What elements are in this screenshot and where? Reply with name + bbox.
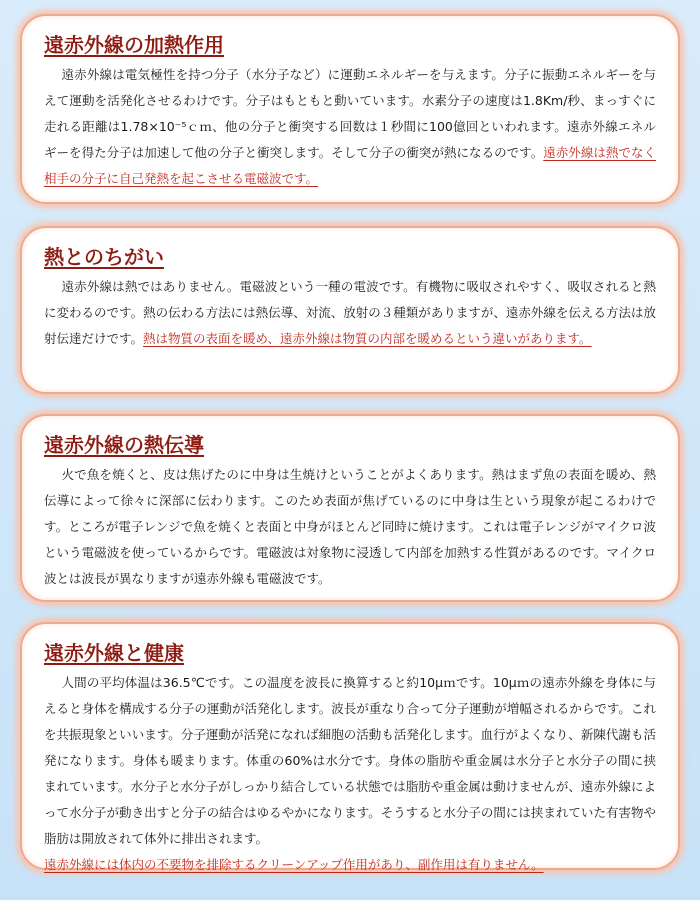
section-title: 遠赤外線の加熱作用 [44, 33, 224, 57]
section-conclusion [44, 852, 656, 878]
highlight-text: 熱は物質の表面を暖め、遠赤外線は物質の内部を暖めるという違いがあります。 [143, 331, 592, 346]
highlight-text: 遠赤外線には体内の不要物を排除するクリーンアップ作用があり、副作用は有りません。 [44, 857, 544, 872]
section-title: 遠赤外線と健康 [44, 641, 184, 665]
section-health [20, 622, 680, 870]
section-title: 熱とのちがい [44, 245, 164, 269]
section-difference-from-heat [20, 226, 680, 394]
section-heat-conduction [20, 414, 680, 602]
body-text: 人間の平均体温は36.5℃です。この温度を波長に換算すると約10μｍです。10μｍの遠赤外線を身体に与えると身体を構成する分子の運動が活発化します。波長が重なり合って分子運動が増幅されるからです。これを共振現象といいます。分子運動が活発になれば細胞の活動も活発化します。血行がよくなり、新陳代謝も活発になります。身体も暖まります。体重の60%は水分です。身体の脂肪や重金属は水分子と水分子の間に挟まれています。水分子と水分子がしっかり結合している状態では脂肪や重金属は動けませんが、遠赤外線によって水分子が動き出すと分子の結合はゆるやかになります。そうすると水分子の間には挟まれていた有害物や脂肪は開放されて体外に排出されます。 [44, 675, 656, 846]
section-body [44, 670, 656, 852]
section-heating-effect [20, 14, 680, 204]
section-body [44, 274, 656, 352]
section-title: 遠赤外線の熱伝導 [44, 433, 204, 457]
body-text: 遠赤外線は熱ではありません。電磁波という一種の電波です。有機物に吸収されやすく、吸収されると熱に変わるのです。熱の伝わる方法には熱伝導、対流、放射の３種類がありますが、遠赤外線を伝える方法は放射伝達だけです。 [44, 279, 656, 346]
section-body [44, 62, 656, 192]
body-text: 火で魚を焼くと、皮は焦げたのに中身は生焼けということがよくあります。熱はまず魚の表面を暖め、熱伝導によって徐々に深部に伝わります。このため表面が焦げているのに中身は生という現象が起こるわけです。ところが電子レンジで魚を焼くと表面と中身がほとんど同時に焼けます。これは電子レンジがマイクロ波という電磁波を使っているからです。電磁波は対象物に浸透して内部を加熱する性質があるのです。マイクロ波とは波長が異なりますが遠赤外線も電磁波です。 [44, 467, 656, 586]
section-body [44, 462, 656, 592]
body-text: 遠赤外線は電気極性を持つ分子（水分子など）に運動エネルギーを与えます。分子に振動エネルギーを与えて運動を活発化させるわけです。分子はもともと動いています。水素分子の速度は1.8Km/秒、まっすぐに走れる距離は1.78×10⁻⁵ｃｍ、他の分子と衝突する回数は１秒間に100億回といわれます。遠赤外線エネルギーを得た分子は加速して他の分子と衝突します。そして分子の衝突が熱になるのです。 [44, 67, 656, 160]
highlight-text: 遠赤外線は熱でなく相手の分子に自己発熱を起こさせる電磁波です。 [44, 145, 656, 186]
